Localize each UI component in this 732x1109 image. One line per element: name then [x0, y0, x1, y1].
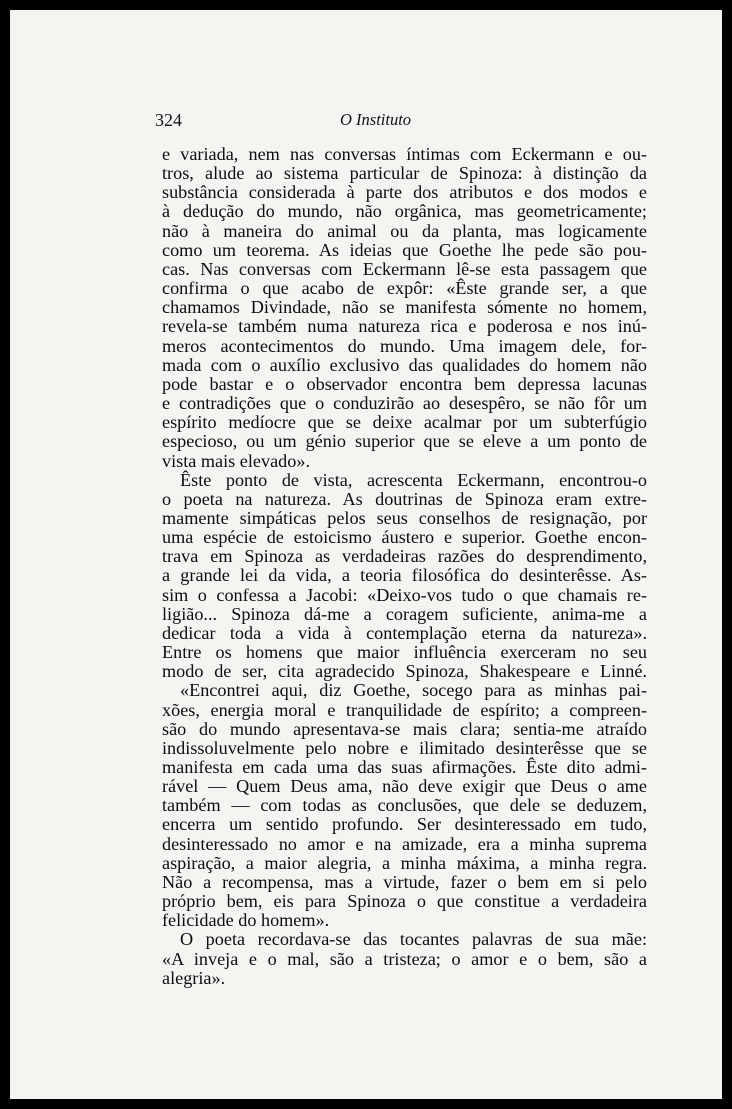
- text-line: não à maneira do animal ou da planta, mas logicamente: [162, 220, 647, 241]
- text-line: substância considerada à parte dos atributos e dos modos e: [162, 182, 647, 203]
- text-line: «A inveja e o mal, são a tristeza; o amor e o bem, são a: [162, 948, 647, 969]
- page-number: 324: [155, 110, 182, 130]
- text-line: como um teorema. As ideias que Goethe lhe pede são pou-: [162, 239, 647, 260]
- text-line: mada com o auxílio exclusivo das qualidades do homem não: [162, 354, 647, 375]
- text-line: ligião... Spinoza dá-me a coragem suficiente, anima-me a: [162, 603, 647, 624]
- running-title: O Instituto: [340, 110, 412, 129]
- text-line: felicidade do homem».: [162, 910, 330, 931]
- text-line: próprio bem, eis para Spinoza o que constitue a verdadeira: [162, 891, 647, 912]
- text-line: modo de ser, cita agradecido Spinoza, Shakespeare e Linné.: [162, 661, 647, 682]
- text-line: rável — Quem Deus ama, não deve exigir que Deus o ame: [162, 776, 647, 797]
- text-line: espírito medíocre que se deixe acalmar por um subterfúgio: [162, 412, 647, 433]
- text-line: à dedução do mundo, não orgânica, mas geometricamente;: [162, 201, 647, 222]
- text-line: desinteressado no amor e na amizade, era a minha suprema: [162, 833, 647, 854]
- text-line: a grande lei da vida, a teoria filosófica do desinterêsse. As-: [162, 565, 647, 586]
- text-line: e contradições que o conduzirão ao desespêro, se não fôr um: [162, 393, 647, 414]
- text-line: trava em Spinoza as verdadeiras razões do desprendimento,: [162, 546, 647, 567]
- text-line: manifesta em cada uma das suas afirmações. Êste dito admi-: [162, 757, 647, 777]
- text-line: dedicar toda a vida à contemplação eterna da natureza».: [162, 622, 647, 643]
- text-line: xões, energia moral e tranquilidade de espírito; a compreen-: [162, 699, 647, 720]
- text-line: Não a recompensa, mas a virtude, fazer o bem em si pelo: [162, 871, 647, 892]
- text-line: sim o confessa a Jacobi: «Deixo-vos tudo o que chamais re-: [162, 584, 647, 605]
- text-line: Êste ponto de vista, acrescenta Eckermann, encontrou-o: [180, 469, 647, 490]
- text-line: chamamos Divindade, não se manifesta sómente no homem,: [162, 297, 647, 318]
- text-line: especioso, ou um génio superior que se eleve a um ponto de: [162, 431, 647, 452]
- text-line: e variada, nem nas conversas íntimas com Eckermann e ou-: [162, 144, 647, 164]
- text-line: indissoluvelmente pelo nobre e ilimitado desinterêsse que se: [162, 737, 647, 758]
- text-line: revela-se também numa natureza rica e poderosa e nos inú-: [162, 316, 647, 337]
- text-line: tros, alude ao sistema particular de Spinoza: à distinção da: [162, 163, 647, 184]
- text-line: confirma o que acabo de expôr: «Êste grande ser, a que: [162, 278, 647, 299]
- text-line: O poeta recordava-se das tocantes palavras de sua mãe:: [180, 929, 647, 950]
- body-text: [162, 145, 647, 988]
- text-line: vista mais elevado».: [162, 450, 310, 471]
- text-line: cas. Nas conversas com Eckermann lê-se esta passagem que: [162, 258, 647, 279]
- text-line: encerra um sentido profundo. Ser desinteressado em tudo,: [162, 814, 647, 835]
- text-line: meros acontecimentos do mundo. Uma imagem dele, for-: [162, 335, 647, 356]
- book-page: [10, 10, 722, 1099]
- text-line: uma espécie de estoicismo áustero e superior. Goethe encon-: [162, 527, 647, 548]
- text-line: mamente simpáticas pelos seus conselhos de resignação, por: [162, 507, 647, 528]
- text-line: também — com todas as conclusões, que dele se deduzem,: [162, 795, 647, 816]
- text-line: aspiração, a maior alegria, a minha máxima, a minha regra.: [162, 852, 647, 873]
- text-line: «Encontrei aqui, diz Goethe, socego para as minhas pai-: [180, 680, 647, 701]
- text-line: pode bastar e o observador encontra bem depressa lacunas: [162, 373, 647, 394]
- text-line: alegria».: [162, 967, 226, 988]
- text-line: são do mundo apresentava-se mais clara; sentia-me atraído: [162, 718, 647, 739]
- text-line: o poeta na natureza. As doutrinas de Spinoza eram extre-: [162, 488, 647, 509]
- text-line: Entre os homens que maior influência exerceram no seu: [162, 642, 647, 663]
